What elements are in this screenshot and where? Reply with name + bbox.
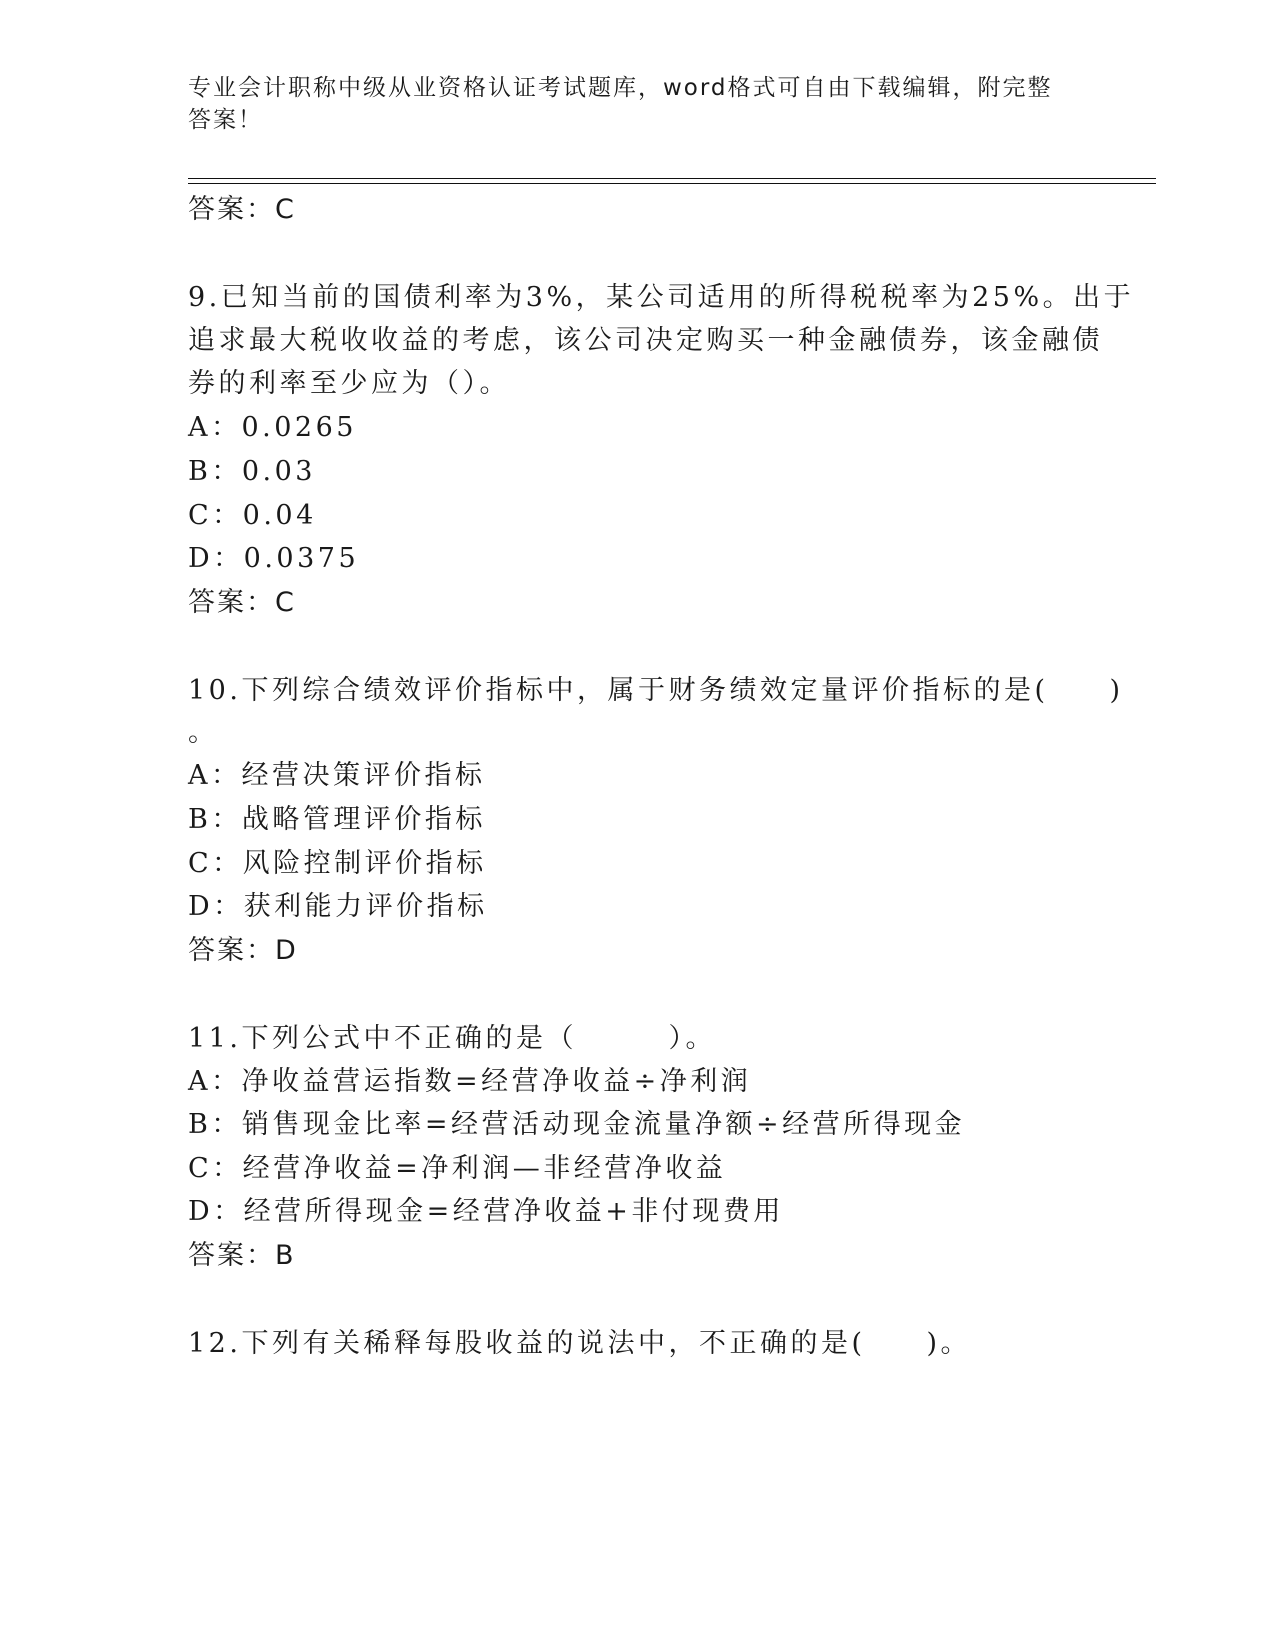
answer-q8: 答案：C <box>188 194 296 225</box>
header-divider-double <box>188 183 1156 184</box>
header-divider <box>188 178 1156 179</box>
question-9-option-d: D：0.0375 <box>188 543 360 574</box>
question-9-option-c: C：0.04 <box>188 500 317 531</box>
question-11-option-d: D：经营所得现金=经营净收益+非付现费用 <box>188 1196 784 1227</box>
answer-q9: 答案：C <box>188 587 296 618</box>
question-9-option-b: B：0.03 <box>188 456 316 487</box>
question-11-option-c: C：经营净收益=净利润—非经营净收益 <box>188 1153 727 1184</box>
question-9-line-2: 追求最大税收收益的考虑，该公司决定购买一种金融债券，该金融债 <box>188 325 1103 356</box>
question-10-line-2: 。 <box>188 717 219 748</box>
question-10-option-d: D：获利能力评价指标 <box>188 891 488 922</box>
question-10-option-c: C：风险控制评价指标 <box>188 848 487 879</box>
question-10-line-1: 10.下列综合绩效评价指标中，属于财务绩效定量评价指标的是( ) <box>188 675 1124 706</box>
question-10-option-a: A：经营决策评价指标 <box>188 760 486 791</box>
page-header-note: 专业会计职称中级从业资格认证考试题库，word格式可自由下载编辑，附完整答案！ <box>188 75 1053 133</box>
question-11-option-b: B：销售现金比率=经营活动现金流量净额÷经营所得现金 <box>188 1109 966 1140</box>
question-12-line-1: 12.下列有关稀释每股收益的说法中，不正确的是( )。 <box>188 1328 972 1359</box>
answer-q10: 答案：D <box>188 935 298 966</box>
answer-q11: 答案：B <box>188 1240 296 1271</box>
question-9-line-1: 9.已知当前的国债利率为3%，某公司适用的所得税税率为25%。出于 <box>188 282 1135 313</box>
question-9-option-a: A：0.0265 <box>188 412 357 443</box>
question-9-line-3: 券的利率至少应为（）。 <box>188 368 510 399</box>
question-11-line-1: 11.下列公式中不正确的是（ ）。 <box>188 1023 716 1054</box>
question-10-option-b: B：战略管理评价指标 <box>188 804 486 835</box>
question-11-option-a: A：净收益营运指数=经营净收益÷净利润 <box>188 1066 752 1097</box>
